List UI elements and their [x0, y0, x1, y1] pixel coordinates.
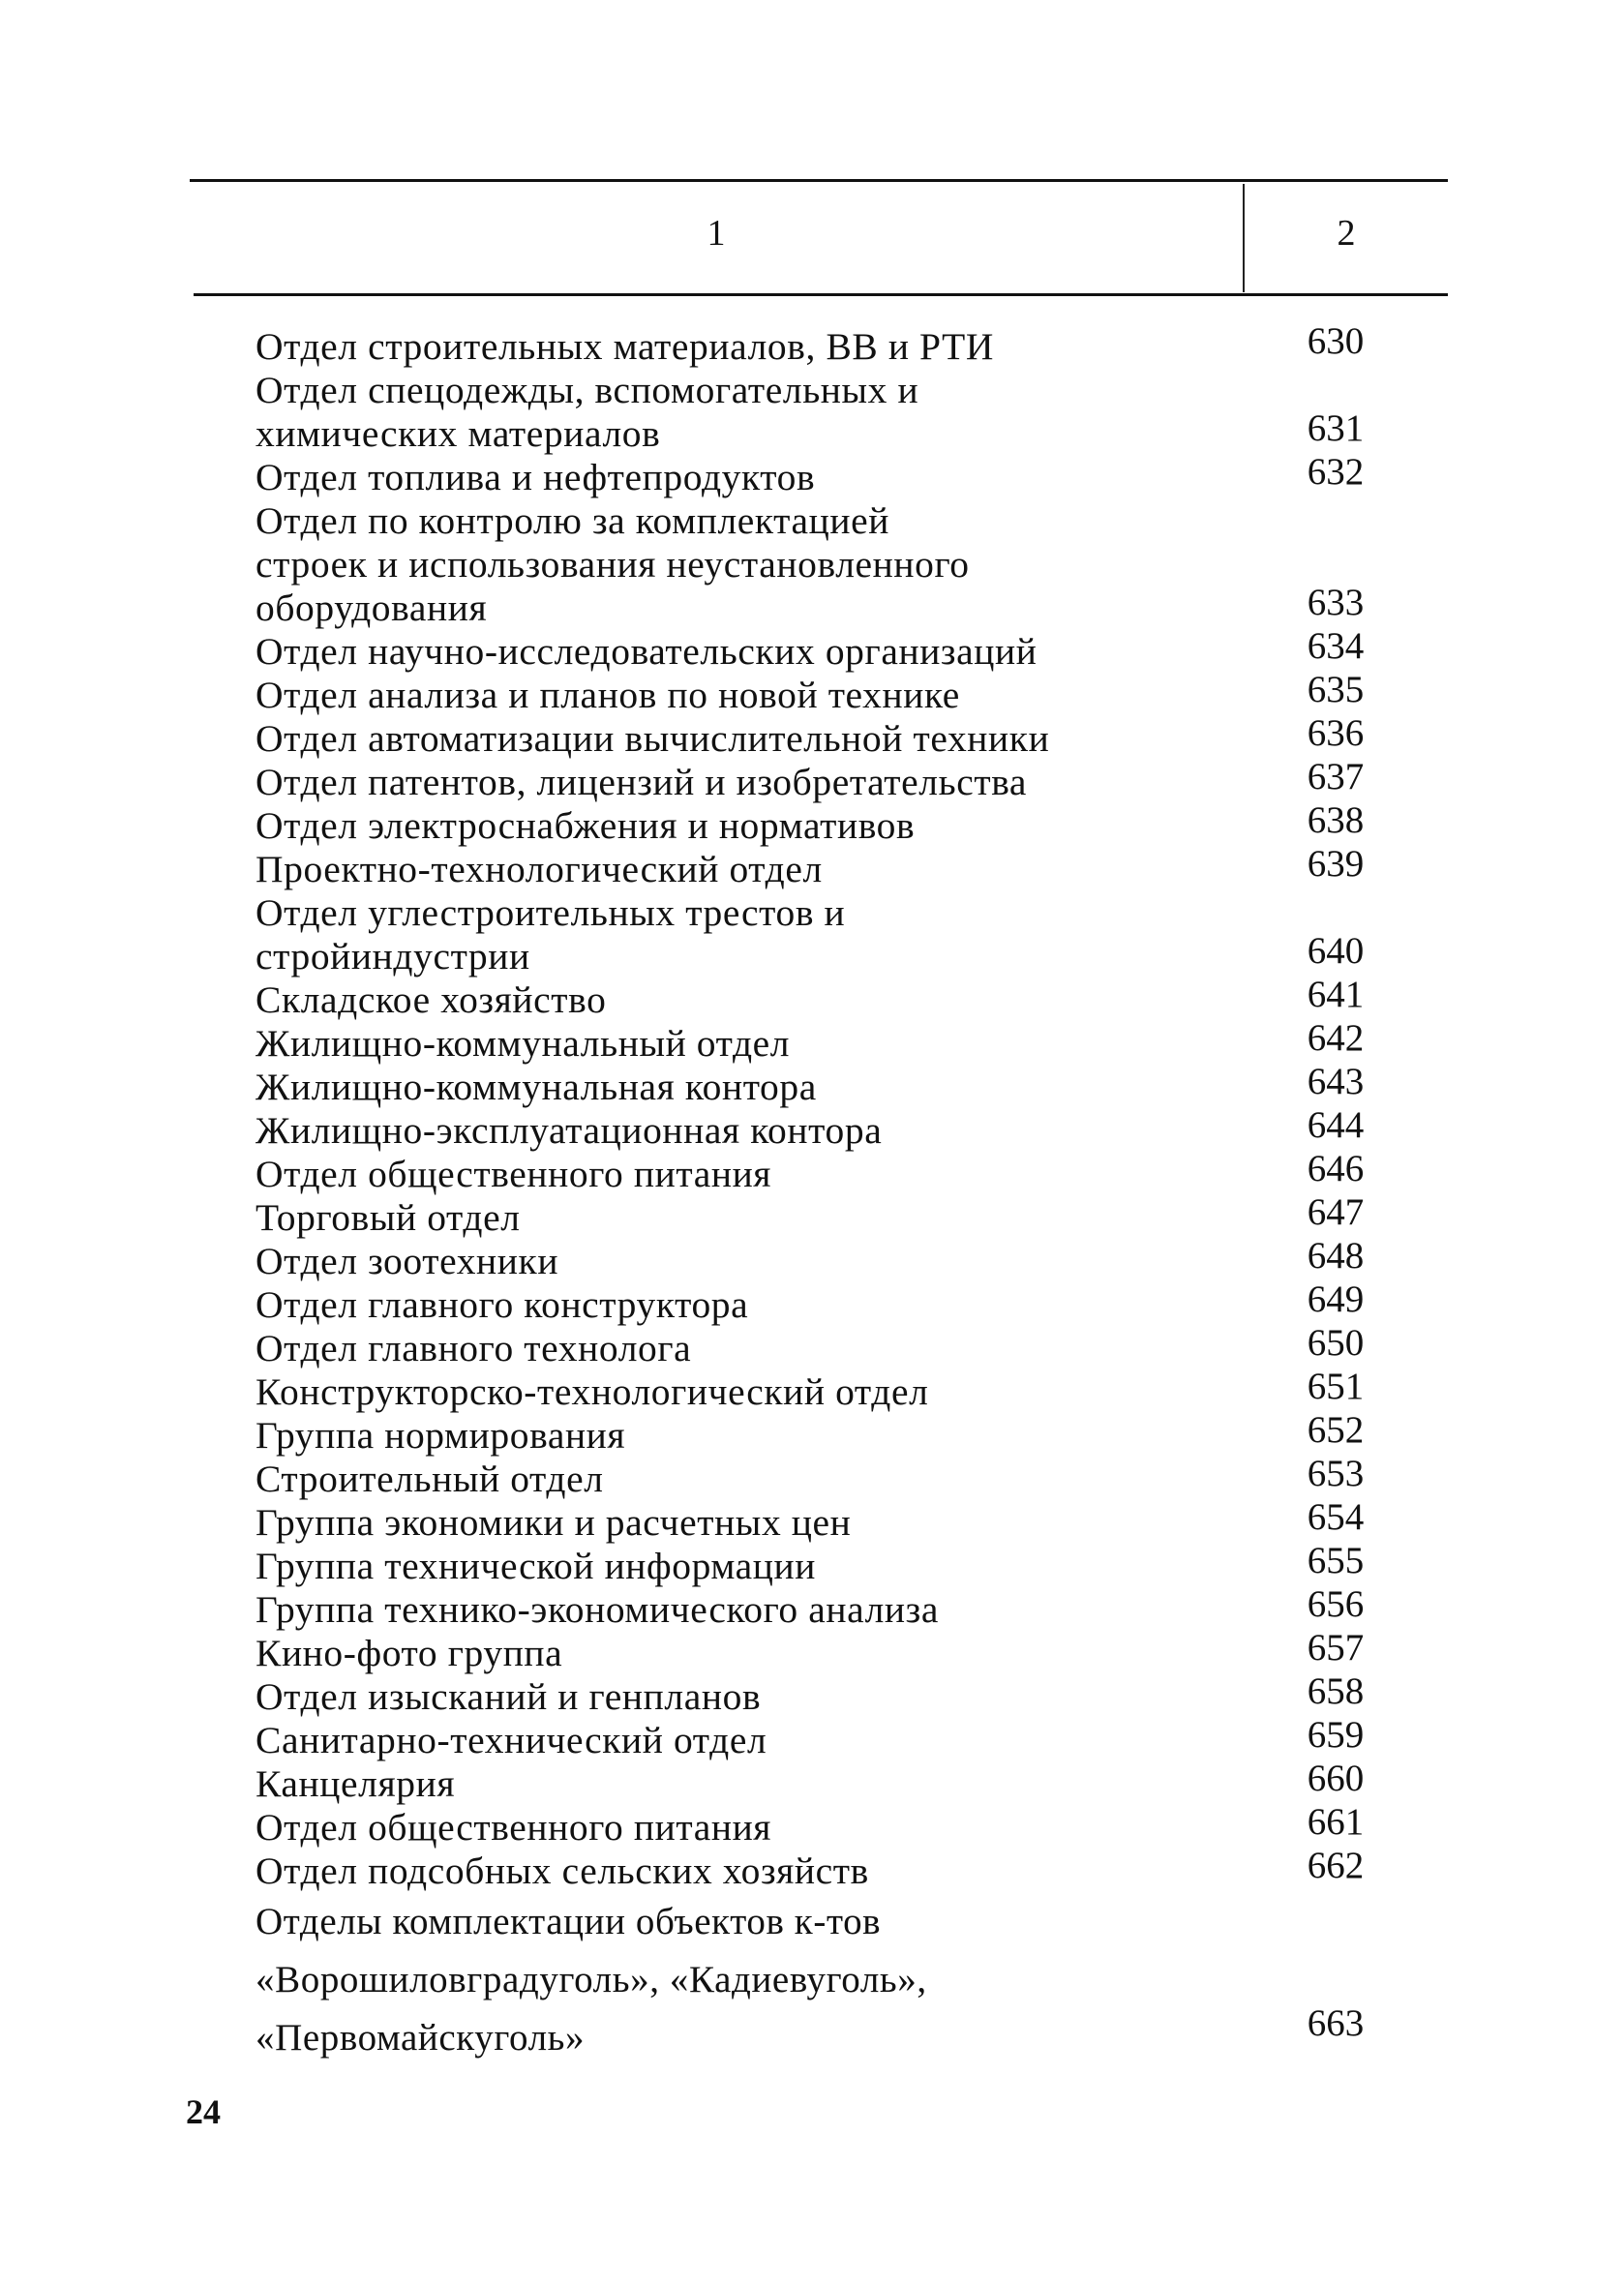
- department-name: [256, 1501, 1223, 1545]
- department-name: [256, 1327, 1223, 1370]
- table-row: [0, 369, 1624, 456]
- department-name-line: Группа экономики и расчетных цен: [256, 1501, 852, 1544]
- department-code: 640: [1307, 930, 1365, 972]
- department-name-line: Отдел главного технолога: [256, 1327, 692, 1369]
- table-row: [0, 320, 1624, 369]
- department-code: 660: [1307, 1758, 1365, 1799]
- department-name: [256, 1240, 1223, 1283]
- department-name: [256, 978, 1223, 1022]
- column-header-1: 1: [707, 213, 726, 254]
- department-name: [256, 1153, 1223, 1196]
- department-code: 643: [1307, 1061, 1365, 1102]
- department-code: 650: [1307, 1322, 1365, 1364]
- department-name: [256, 717, 1223, 761]
- department-code: 656: [1307, 1583, 1365, 1625]
- header-bottom-rule: [194, 293, 1448, 296]
- department-name: [256, 1196, 1223, 1240]
- department-name: [256, 1458, 1223, 1501]
- department-name-line: Отдел патентов, лицензий и изобретательства: [256, 761, 1028, 803]
- department-name: [256, 804, 1223, 848]
- department-code: 652: [1307, 1409, 1365, 1451]
- department-name-line: строек и использования неустановленного: [256, 543, 970, 586]
- department-name: [256, 1762, 1223, 1806]
- department-name-line: «Ворошиловградуголь», «Кадиевуголь»,: [256, 1959, 927, 2000]
- department-code: 658: [1307, 1670, 1365, 1712]
- department-name-line: химических материалов: [256, 412, 661, 455]
- department-code: 663: [1307, 2002, 1365, 2044]
- department-code: 654: [1307, 1496, 1365, 1538]
- department-list: [0, 320, 1624, 2067]
- department-name: [256, 630, 1223, 674]
- department-name: [256, 1893, 1223, 2067]
- department-code: 634: [1307, 625, 1365, 667]
- department-code: 632: [1307, 451, 1365, 493]
- department-name-line: Отдел подсобных сельских хозяйств: [256, 1850, 869, 1892]
- department-name-line: Проектно-технологический отдел: [256, 848, 823, 890]
- department-name-line: Жилищно-коммунальный отдел: [256, 1022, 791, 1065]
- table-row: [0, 499, 1624, 630]
- department-name-line: Отдел строительных материалов, ВВ и РТИ: [256, 325, 994, 368]
- table-row: [0, 1893, 1624, 2067]
- department-code: 639: [1307, 843, 1365, 885]
- department-name-line: Отдел углестроительных трестов и: [256, 891, 846, 934]
- department-name-line: Отдел общественного питания: [256, 1153, 772, 1195]
- department-name-line: Отдел главного конструктора: [256, 1283, 749, 1326]
- department-name-line: «Первомайскуголь»: [256, 2017, 586, 2059]
- department-name-line: Отдел изысканий и генпланов: [256, 1675, 762, 1718]
- department-code: 642: [1307, 1017, 1365, 1059]
- department-name: [256, 1414, 1223, 1458]
- department-code: 659: [1307, 1714, 1365, 1756]
- department-name: [256, 1632, 1223, 1675]
- table-row: [0, 843, 1624, 891]
- department-name-line: Отдел зоотехники: [256, 1240, 559, 1282]
- department-code: 651: [1307, 1366, 1365, 1407]
- department-code: 662: [1307, 1845, 1365, 1886]
- page-number: 24: [186, 2092, 221, 2131]
- table-top-rule: [190, 179, 1448, 182]
- department-name-line: Отделы комплектации объектов к-тов: [256, 1901, 882, 1942]
- department-code: 649: [1307, 1278, 1365, 1320]
- department-name: [256, 325, 1223, 369]
- department-name: [256, 456, 1223, 499]
- department-name: [256, 848, 1223, 891]
- department-name-line: Конструкторско-технологический отдел: [256, 1370, 929, 1413]
- department-code: 647: [1307, 1191, 1365, 1233]
- department-name-line: Жилищно-эксплуатационная контора: [256, 1109, 883, 1152]
- department-name-line: Кино-фото группа: [256, 1632, 563, 1674]
- department-name: [256, 1850, 1223, 1893]
- department-name: [256, 369, 1223, 456]
- department-name: [256, 761, 1223, 804]
- department-name-line: Строительный отдел: [256, 1458, 604, 1500]
- department-code: 657: [1307, 1627, 1365, 1669]
- department-name: [256, 1675, 1223, 1719]
- department-name-line: Отдел научно-исследовательских организаций: [256, 630, 1038, 673]
- department-name: [256, 1545, 1223, 1588]
- department-name-line: Складское хозяйство: [256, 978, 607, 1021]
- table-row: [0, 1845, 1624, 1893]
- department-name-line: Группа технической информации: [256, 1545, 817, 1587]
- department-code: 636: [1307, 712, 1365, 754]
- department-code: 644: [1307, 1104, 1365, 1146]
- department-code: 635: [1307, 669, 1365, 710]
- department-name: [256, 1719, 1223, 1762]
- department-code: 655: [1307, 1540, 1365, 1581]
- department-name-line: Жилищно-коммунальная контора: [256, 1066, 817, 1108]
- department-name: [256, 1283, 1223, 1327]
- department-name: [256, 1022, 1223, 1066]
- department-code: 641: [1307, 974, 1365, 1015]
- department-name-line: Группа технико-экономического анализа: [256, 1588, 939, 1631]
- department-code: 637: [1307, 756, 1365, 797]
- department-name-line: Отдел спецодежды, вспомогательных и: [256, 369, 919, 411]
- department-name: [256, 1109, 1223, 1153]
- department-name-line: Отдел электроснабжения и нормативов: [256, 804, 916, 847]
- department-code: 646: [1307, 1148, 1365, 1189]
- department-name-line: Отдел автоматизации вычислительной техники: [256, 717, 1050, 760]
- department-name-line: Отдел анализа и планов по новой технике: [256, 674, 960, 716]
- department-name: [256, 1370, 1223, 1414]
- department-code: 653: [1307, 1453, 1365, 1494]
- department-code: 633: [1307, 582, 1365, 623]
- department-name-line: Группа нормирования: [256, 1414, 626, 1457]
- department-name-line: стройиндустрии: [256, 935, 530, 978]
- department-name: [256, 1588, 1223, 1632]
- department-name: [256, 891, 1223, 978]
- department-name-line: Отдел общественного питания: [256, 1806, 772, 1849]
- department-name: [256, 674, 1223, 717]
- table-row: [0, 451, 1624, 499]
- department-code: 638: [1307, 799, 1365, 841]
- table-row: [0, 891, 1624, 978]
- column-header-2: 2: [1337, 213, 1356, 254]
- department-code: 648: [1307, 1235, 1365, 1277]
- department-code: 630: [1307, 320, 1365, 362]
- department-name: [256, 499, 1223, 630]
- department-name-line: Санитарно-технический отдел: [256, 1719, 767, 1761]
- department-name-line: Отдел топлива и нефтепродуктов: [256, 456, 816, 498]
- department-name-line: Отдел по контролю за комплектацией: [256, 499, 890, 542]
- department-name: [256, 1806, 1223, 1850]
- department-code: 631: [1307, 407, 1365, 449]
- department-name: [256, 1066, 1223, 1109]
- department-name-line: Торговый отдел: [256, 1196, 521, 1239]
- department-name-line: Канцелярия: [256, 1762, 456, 1805]
- department-code: 661: [1307, 1801, 1365, 1843]
- department-name-line: оборудования: [256, 587, 488, 629]
